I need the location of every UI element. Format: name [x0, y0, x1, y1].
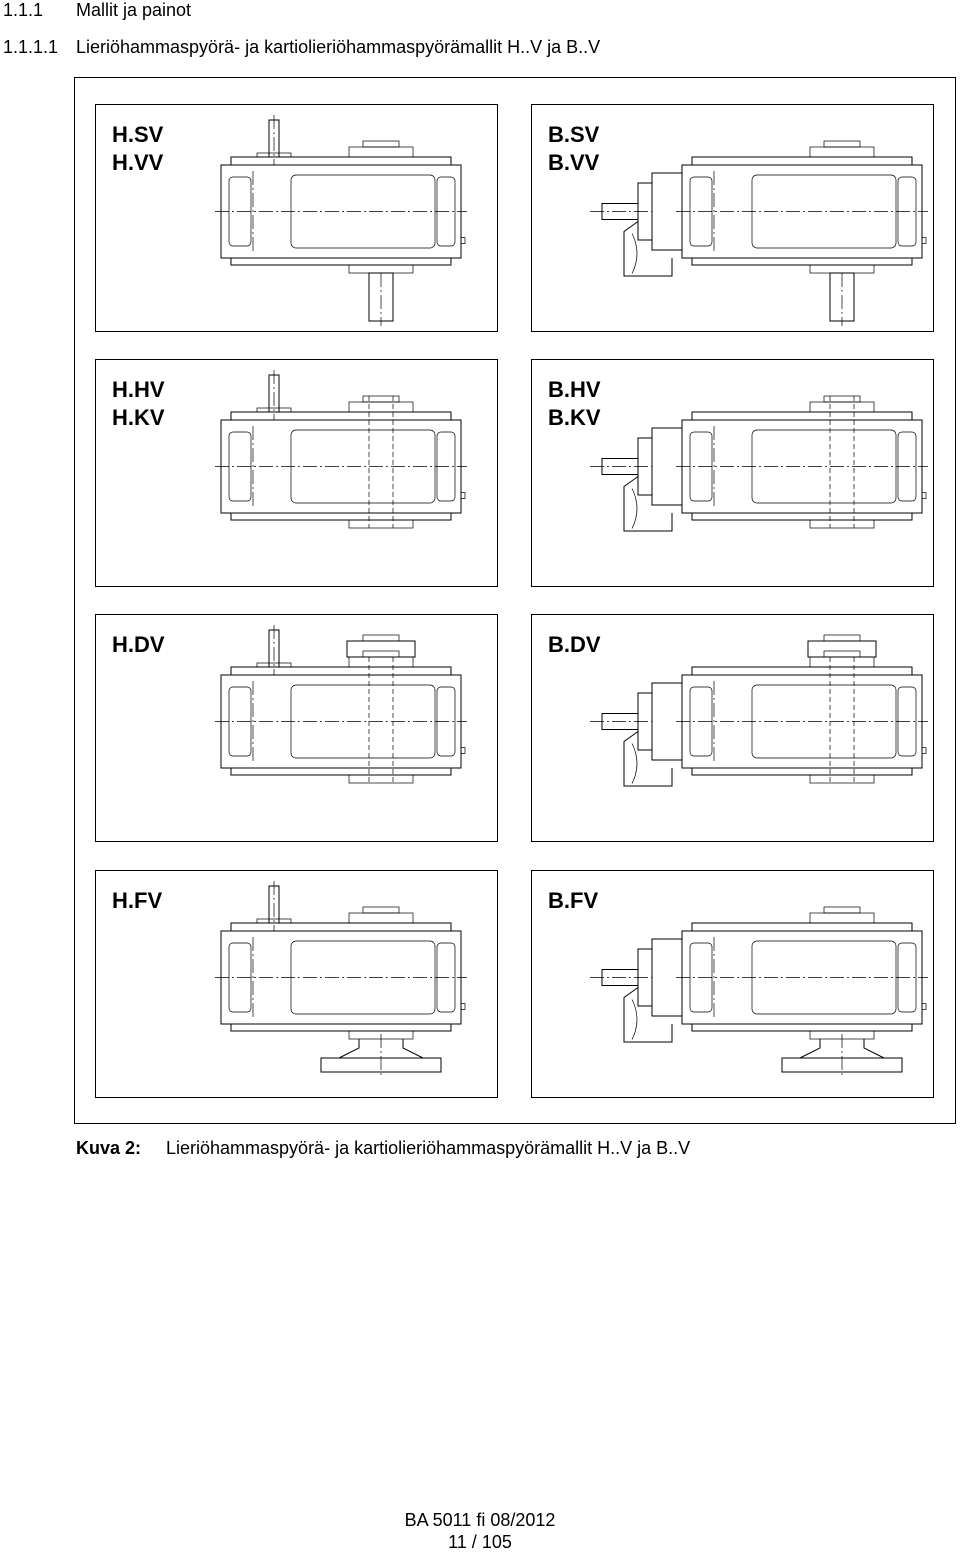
drain-plug [922, 748, 926, 754]
model-label: H.DV [112, 632, 165, 657]
bearing-cap [810, 402, 874, 412]
section-title: Mallit ja painot [76, 0, 192, 20]
housing-top-rail [231, 157, 451, 165]
bearing-cap [349, 913, 413, 923]
shrink-disc [347, 641, 415, 657]
page-number: 11 / 105 [448, 1532, 512, 1552]
housing-top-rail [692, 923, 912, 931]
housing-bottom-rail [231, 513, 451, 520]
gear-unit-drawing [590, 635, 928, 786]
model-label: H.KV [112, 405, 165, 430]
drain-plug [461, 1004, 465, 1010]
figure-panel-bdv [531, 614, 934, 842]
housing-bottom-rail [692, 768, 912, 775]
housing-top-rail [692, 157, 912, 165]
figure-panel-hhv [95, 359, 498, 587]
bearing-cap [349, 265, 413, 273]
drain-plug [461, 493, 465, 499]
bearing-cap [824, 396, 860, 402]
bearing-cap [810, 775, 874, 783]
bearing-cap [810, 913, 874, 923]
drain-plug [922, 238, 926, 244]
caption-label: Kuva 2: [76, 1138, 142, 1158]
bearing-cap [810, 657, 874, 667]
bearing-cap [363, 651, 399, 657]
gear-unit-drawing [215, 370, 467, 528]
model-label: H.VV [112, 150, 164, 175]
bearing-cap [810, 265, 874, 273]
fan-blade [632, 234, 637, 274]
fan-cowl [624, 732, 672, 787]
subsection-number: 1.1.1.1 [3, 37, 59, 57]
housing-bottom-rail [692, 258, 912, 265]
model-label: B.HV [548, 377, 601, 402]
bearing-cap [810, 147, 874, 157]
housing-bottom-rail [692, 513, 912, 520]
figure-panel-hfv [95, 870, 498, 1098]
drain-plug [461, 748, 465, 754]
figure-panel-hdv [95, 614, 498, 842]
drain-plug [461, 238, 465, 244]
gear-unit-drawing [590, 907, 928, 1076]
housing-top-rail [231, 667, 451, 675]
page-footer [380, 1509, 580, 1553]
figure-caption [76, 1137, 776, 1161]
housing-top-rail [231, 923, 451, 931]
bearing-cap [349, 775, 413, 783]
bearing-cap [349, 402, 413, 412]
model-label: H.SV [112, 122, 164, 147]
model-label: H.FV [112, 888, 163, 913]
document-code: BA 5011 fi 08/2012 [404, 1510, 556, 1530]
model-label: B.DV [548, 632, 601, 657]
housing-bottom-rail [231, 768, 451, 775]
section-heading [3, 0, 603, 22]
bearing-cap [349, 657, 413, 667]
section-number: 1.1.1 [3, 0, 44, 20]
bearing-cap [363, 396, 399, 402]
figure-panel-bfv [531, 870, 934, 1098]
bearing-cap [824, 651, 860, 657]
gear-unit-drawing [590, 396, 928, 531]
bearing-cap [824, 907, 860, 913]
shrink-disc-hub [363, 635, 399, 641]
subsection-heading [3, 37, 703, 59]
model-label: B.SV [548, 122, 600, 147]
bearing-cap [363, 141, 399, 147]
caption-text: Lieriöhammaspyörä- ja kartiolieriöhammaspyörämallit H..V ja B..V [166, 1138, 691, 1158]
figure-panel-bsv [531, 104, 934, 332]
housing-top-rail [692, 667, 912, 675]
fan-cowl [624, 222, 672, 277]
model-label: B.VV [548, 150, 600, 175]
model-label: H.HV [112, 377, 165, 402]
gear-unit-drawing [590, 141, 928, 326]
model-label: B.FV [548, 888, 599, 913]
bearing-cap [824, 141, 860, 147]
housing-top-rail [231, 412, 451, 420]
fan-blade [632, 489, 637, 529]
fan-cowl [624, 988, 672, 1043]
housing-bottom-rail [231, 258, 451, 265]
figure-panel-hsv [95, 104, 498, 332]
fan-cowl [624, 477, 672, 532]
bearing-cap [363, 907, 399, 913]
fan-blade [632, 1000, 637, 1040]
gear-unit-drawing [215, 115, 467, 326]
housing-bottom-rail [231, 1024, 451, 1031]
housing-bottom-rail [692, 1024, 912, 1031]
figure-panel-bhv [531, 359, 934, 587]
fan-blade [632, 744, 637, 784]
gear-unit-drawing [215, 625, 467, 783]
shrink-disc-hub [824, 635, 860, 641]
gear-unit-drawing [215, 881, 467, 1076]
subsection-title: Lieriöhammaspyörä- ja kartiolieriöhammaspyörämallit H..V ja B..V [76, 37, 601, 57]
bearing-cap [810, 520, 874, 528]
bearing-cap [349, 520, 413, 528]
shrink-disc [808, 641, 876, 657]
bearing-cap [349, 147, 413, 157]
housing-top-rail [692, 412, 912, 420]
model-label: B.KV [548, 405, 601, 430]
drain-plug [922, 1004, 926, 1010]
drain-plug [922, 493, 926, 499]
